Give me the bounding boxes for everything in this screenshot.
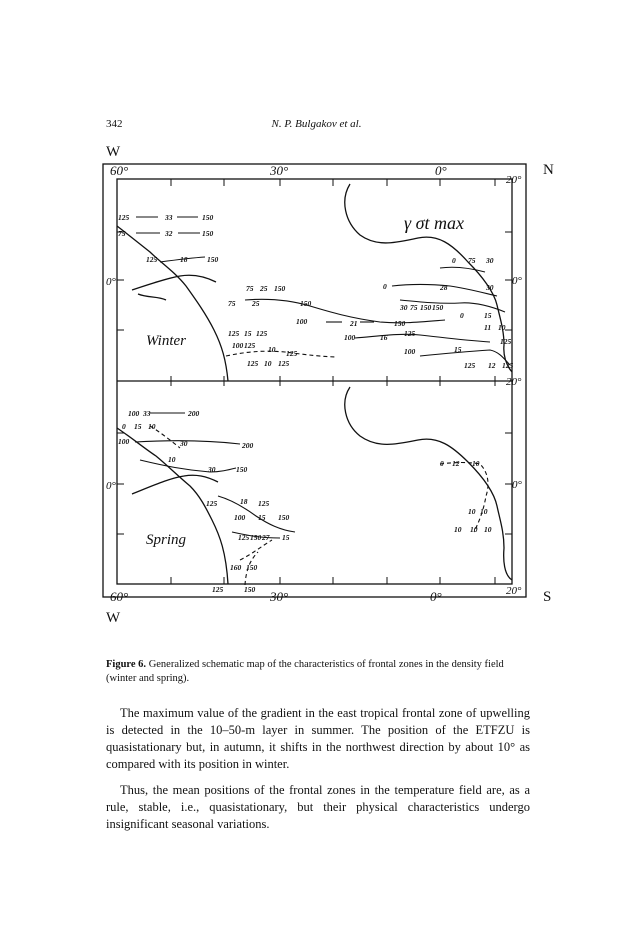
map-value-label: 33 — [165, 213, 173, 222]
map-value-label: 100 — [118, 437, 130, 446]
figure-caption — [106, 658, 528, 686]
map-value-label: 16 — [380, 333, 388, 342]
map-value-label: 125 — [247, 359, 259, 368]
map-value-label: 18 — [240, 497, 248, 506]
map-value-label: 10 — [498, 323, 506, 332]
map-value-label: 11 — [484, 323, 492, 332]
map-value-label: 21 — [350, 319, 358, 328]
map-value-label: 30 — [208, 465, 216, 474]
map-value-label: 150 — [420, 303, 432, 312]
map-value-label: 10 — [480, 507, 488, 516]
map-value-label: 150 — [432, 303, 444, 312]
map-value-label: 15 — [282, 533, 290, 542]
map-value-label: 100 — [128, 409, 140, 418]
right-lat-0-bottom: 0° — [512, 479, 522, 491]
map-value-label: 12 — [488, 361, 496, 370]
map-value-label: 0 — [383, 282, 387, 291]
map-value-label: 125 — [118, 213, 130, 222]
map-value-label: 125 — [206, 499, 218, 508]
west-label-top: W — [106, 144, 121, 160]
map-value-label: 125 — [278, 359, 290, 368]
right-lat-20-top: 20° — [506, 174, 522, 186]
map-value-label: 125 — [244, 341, 256, 350]
page-number: 342 — [106, 118, 123, 130]
map-value-label: 100 — [404, 347, 416, 356]
map-value-label: 100 — [344, 333, 356, 342]
map-value-label: 15 — [244, 329, 252, 338]
north-label: N — [543, 162, 554, 178]
west-label-bottom: W — [106, 610, 121, 626]
map-value-label: 10 — [454, 525, 462, 534]
map-value-label: 10 — [484, 525, 492, 534]
map-value-label: 125 — [500, 337, 512, 346]
map-value-label: 25 — [260, 284, 268, 293]
map-value-label: 30 — [180, 439, 188, 448]
map-value-label: 150 — [236, 465, 248, 474]
bottom-axis-60: 60° — [110, 589, 129, 604]
map-value-label: 150 — [394, 319, 406, 328]
map-value-label: 27 — [262, 533, 270, 542]
map-value-label: 125 — [404, 329, 416, 338]
map-value-label: 100 — [234, 513, 246, 522]
map-value-label: 125 — [286, 349, 298, 358]
map-value-label: 75 — [228, 299, 236, 308]
map-value-label: 150 — [207, 255, 219, 264]
figure-caption-text: Generalized schematic map of the characteristics of frontal zones in the density field (winter and spring). — [106, 659, 504, 684]
map-value-label: 15 — [454, 345, 462, 354]
map-value-label: 150 — [202, 229, 214, 238]
map-value-label: 100 — [296, 317, 308, 326]
map-value-label: 0 — [460, 311, 464, 320]
map-value-label: 30 — [486, 256, 494, 265]
map-value-label: 150 — [202, 213, 214, 222]
left-lat-0-top: 0° — [106, 276, 116, 288]
map-value-label: 33 — [143, 409, 151, 418]
panel-title-spring: Spring — [146, 532, 187, 548]
map-value-label: 0 — [440, 459, 444, 468]
map-value-label: 10 — [468, 507, 476, 516]
map-value-label: 150 — [250, 533, 262, 542]
map-value-label: 28 — [440, 283, 448, 292]
map-value-label: 10 — [168, 455, 176, 464]
winter-isolines — [136, 217, 510, 365]
map-value-label: 10 — [470, 525, 478, 534]
map-value-label: 125 — [228, 329, 240, 338]
spring-coastlines — [117, 387, 512, 584]
spring-isolines — [135, 413, 488, 585]
map-value-label: 75 — [118, 229, 126, 238]
map-value-label: 150 — [278, 513, 290, 522]
top-axis-30: 30° — [270, 163, 289, 178]
map-value-label: 100 — [232, 341, 244, 350]
map-value-label: 10 — [148, 422, 156, 431]
map-value-label: 200 — [188, 409, 200, 418]
south-label: S — [543, 589, 552, 605]
legend-gamma-sigma-max: γ σt max — [404, 213, 464, 233]
top-axis-0: 0° — [435, 163, 447, 178]
map-value-label: 75 — [410, 303, 418, 312]
map-value-label: 200 — [242, 441, 254, 450]
map-value-label: 10 — [268, 345, 276, 354]
right-lat-20-mid: 20° — [506, 376, 522, 388]
body-paragraph-2: Thus, the mean positions of the frontal zones in the temperature field are, as a rule, stable, i.e., quasistationary, but their physical characteristics undergo insignificant seasonal variations. — [106, 783, 530, 831]
bottom-axis-30: 30° — [270, 589, 289, 604]
map-value-label: 125 — [212, 585, 224, 594]
map-value-label: 150 — [246, 563, 258, 572]
map-value-label: 125 — [258, 499, 270, 508]
map-value-label: 15 — [258, 513, 266, 522]
map-value-label: 30 — [400, 303, 408, 312]
map-value-label: 10 — [472, 459, 480, 468]
map-value-label: 18 — [180, 255, 188, 264]
map-value-label: 30 — [486, 283, 494, 292]
map-value-label: 15 — [484, 311, 492, 320]
bottom-axis-0: 0° — [430, 589, 442, 604]
map-value-label: 150 — [244, 585, 256, 594]
map-value-label: 12 — [452, 459, 460, 468]
map-value-label: 32 — [165, 229, 173, 238]
body-paragraph-1: The maximum value of the gradient in the east tropical frontal zone of upwelling is detected in the 10–50-m layer in summer. The position of the ETFZU is quasistationary but, in autumn, it shifts in the northwest direction by about 10° as compared with its position in winter. — [106, 706, 530, 771]
map-value-label: 150 — [274, 284, 286, 293]
map-value-label: 75 — [246, 284, 254, 293]
right-lat-20-bottom: 20° — [506, 585, 522, 597]
left-lat-0-bottom: 0° — [106, 480, 116, 492]
map-value-label: 15 — [134, 422, 142, 431]
map-value-label: 125 — [256, 329, 268, 338]
map-value-label: 25 — [252, 299, 260, 308]
map-value-label: 125 — [238, 533, 250, 542]
top-axis-60: 60° — [110, 163, 129, 178]
map-value-label: 125 — [464, 361, 476, 370]
map-value-label: 125 — [146, 255, 158, 264]
map-value-label: 75 — [468, 256, 476, 265]
map-value-label: 125 — [502, 361, 514, 370]
right-lat-0-top: 0° — [512, 275, 522, 287]
panel-title-winter: Winter — [146, 333, 186, 349]
map-value-label: 0 — [452, 256, 456, 265]
figure-label: Figure 6. — [106, 659, 147, 670]
map-value-label: 0 — [122, 422, 126, 431]
running-title: N. P. Bulgakov et al. — [271, 118, 362, 130]
map-value-label: 150 — [300, 299, 312, 308]
map-value-label: 10 — [264, 359, 272, 368]
map-value-label: 160 — [230, 563, 242, 572]
